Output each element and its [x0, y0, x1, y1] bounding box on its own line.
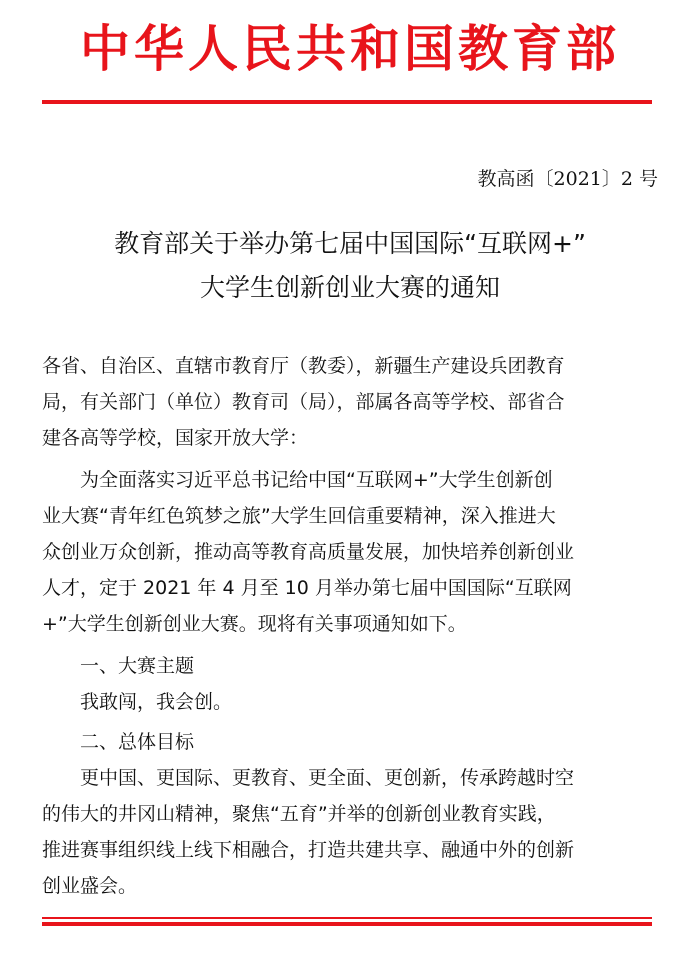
addressee-line: 各省、自治区、直辖市教育厅（教委），新疆生产建设兵团教育	[42, 355, 565, 377]
title-line: 教育部关于举办第七届中国国际“互联网+”	[114, 229, 586, 258]
section-1	[42, 648, 662, 720]
footer-red-rule-thick	[42, 922, 652, 926]
footer-red-rule-thin	[42, 917, 652, 919]
section-line: 更中国、更国际、更教育、更全面、更创新，传承跨越时空	[80, 767, 575, 789]
section-text: 我敢闯，我会创。	[80, 691, 233, 713]
intro-line: 人才，定于 2021 年 4 月至 10 月举办第七届中国国际“互联网	[42, 577, 572, 599]
section-line: 创业盛会。	[42, 875, 138, 897]
ministry-letterhead: 中华人民共和国教育部	[80, 19, 620, 78]
section-line: 推进赛事组织线上线下相融合，打造共建共享、融通中外的创新	[42, 839, 575, 861]
intro-line: +”大学生创新创业大赛。现将有关事项通知如下。	[42, 613, 467, 635]
section-line: 的伟大的井冈山精神，聚焦“五育”并举的创新创业教育实践，	[42, 803, 556, 825]
addressee-paragraph	[42, 348, 662, 456]
intro-paragraph	[42, 462, 662, 642]
addressee-line: 局，有关部门（单位）教育司（局），部属各高等学校、部省合	[42, 391, 565, 413]
section-2	[42, 724, 662, 904]
addressee-line: 建各高等学校，国家开放大学：	[42, 427, 309, 449]
section-heading: 一、大赛主题	[80, 655, 195, 677]
title-line: 大学生创新创业大赛的通知	[199, 273, 500, 302]
section-heading: 二、总体目标	[80, 731, 195, 753]
intro-line: 众创业万众创新，推动高等教育高质量发展，加快培养创新创业	[42, 541, 575, 563]
intro-line: 为全面落实习近平总书记给中国“互联网+”大学生创新创	[80, 469, 553, 491]
document-title	[30, 222, 670, 310]
intro-line: 业大赛“青年红色筑梦之旅”大学生回信重要精神，深入推进大	[42, 505, 556, 527]
document-number: 教高函〔2021〕2 号	[477, 168, 658, 190]
letterhead-red-rule	[42, 100, 652, 104]
